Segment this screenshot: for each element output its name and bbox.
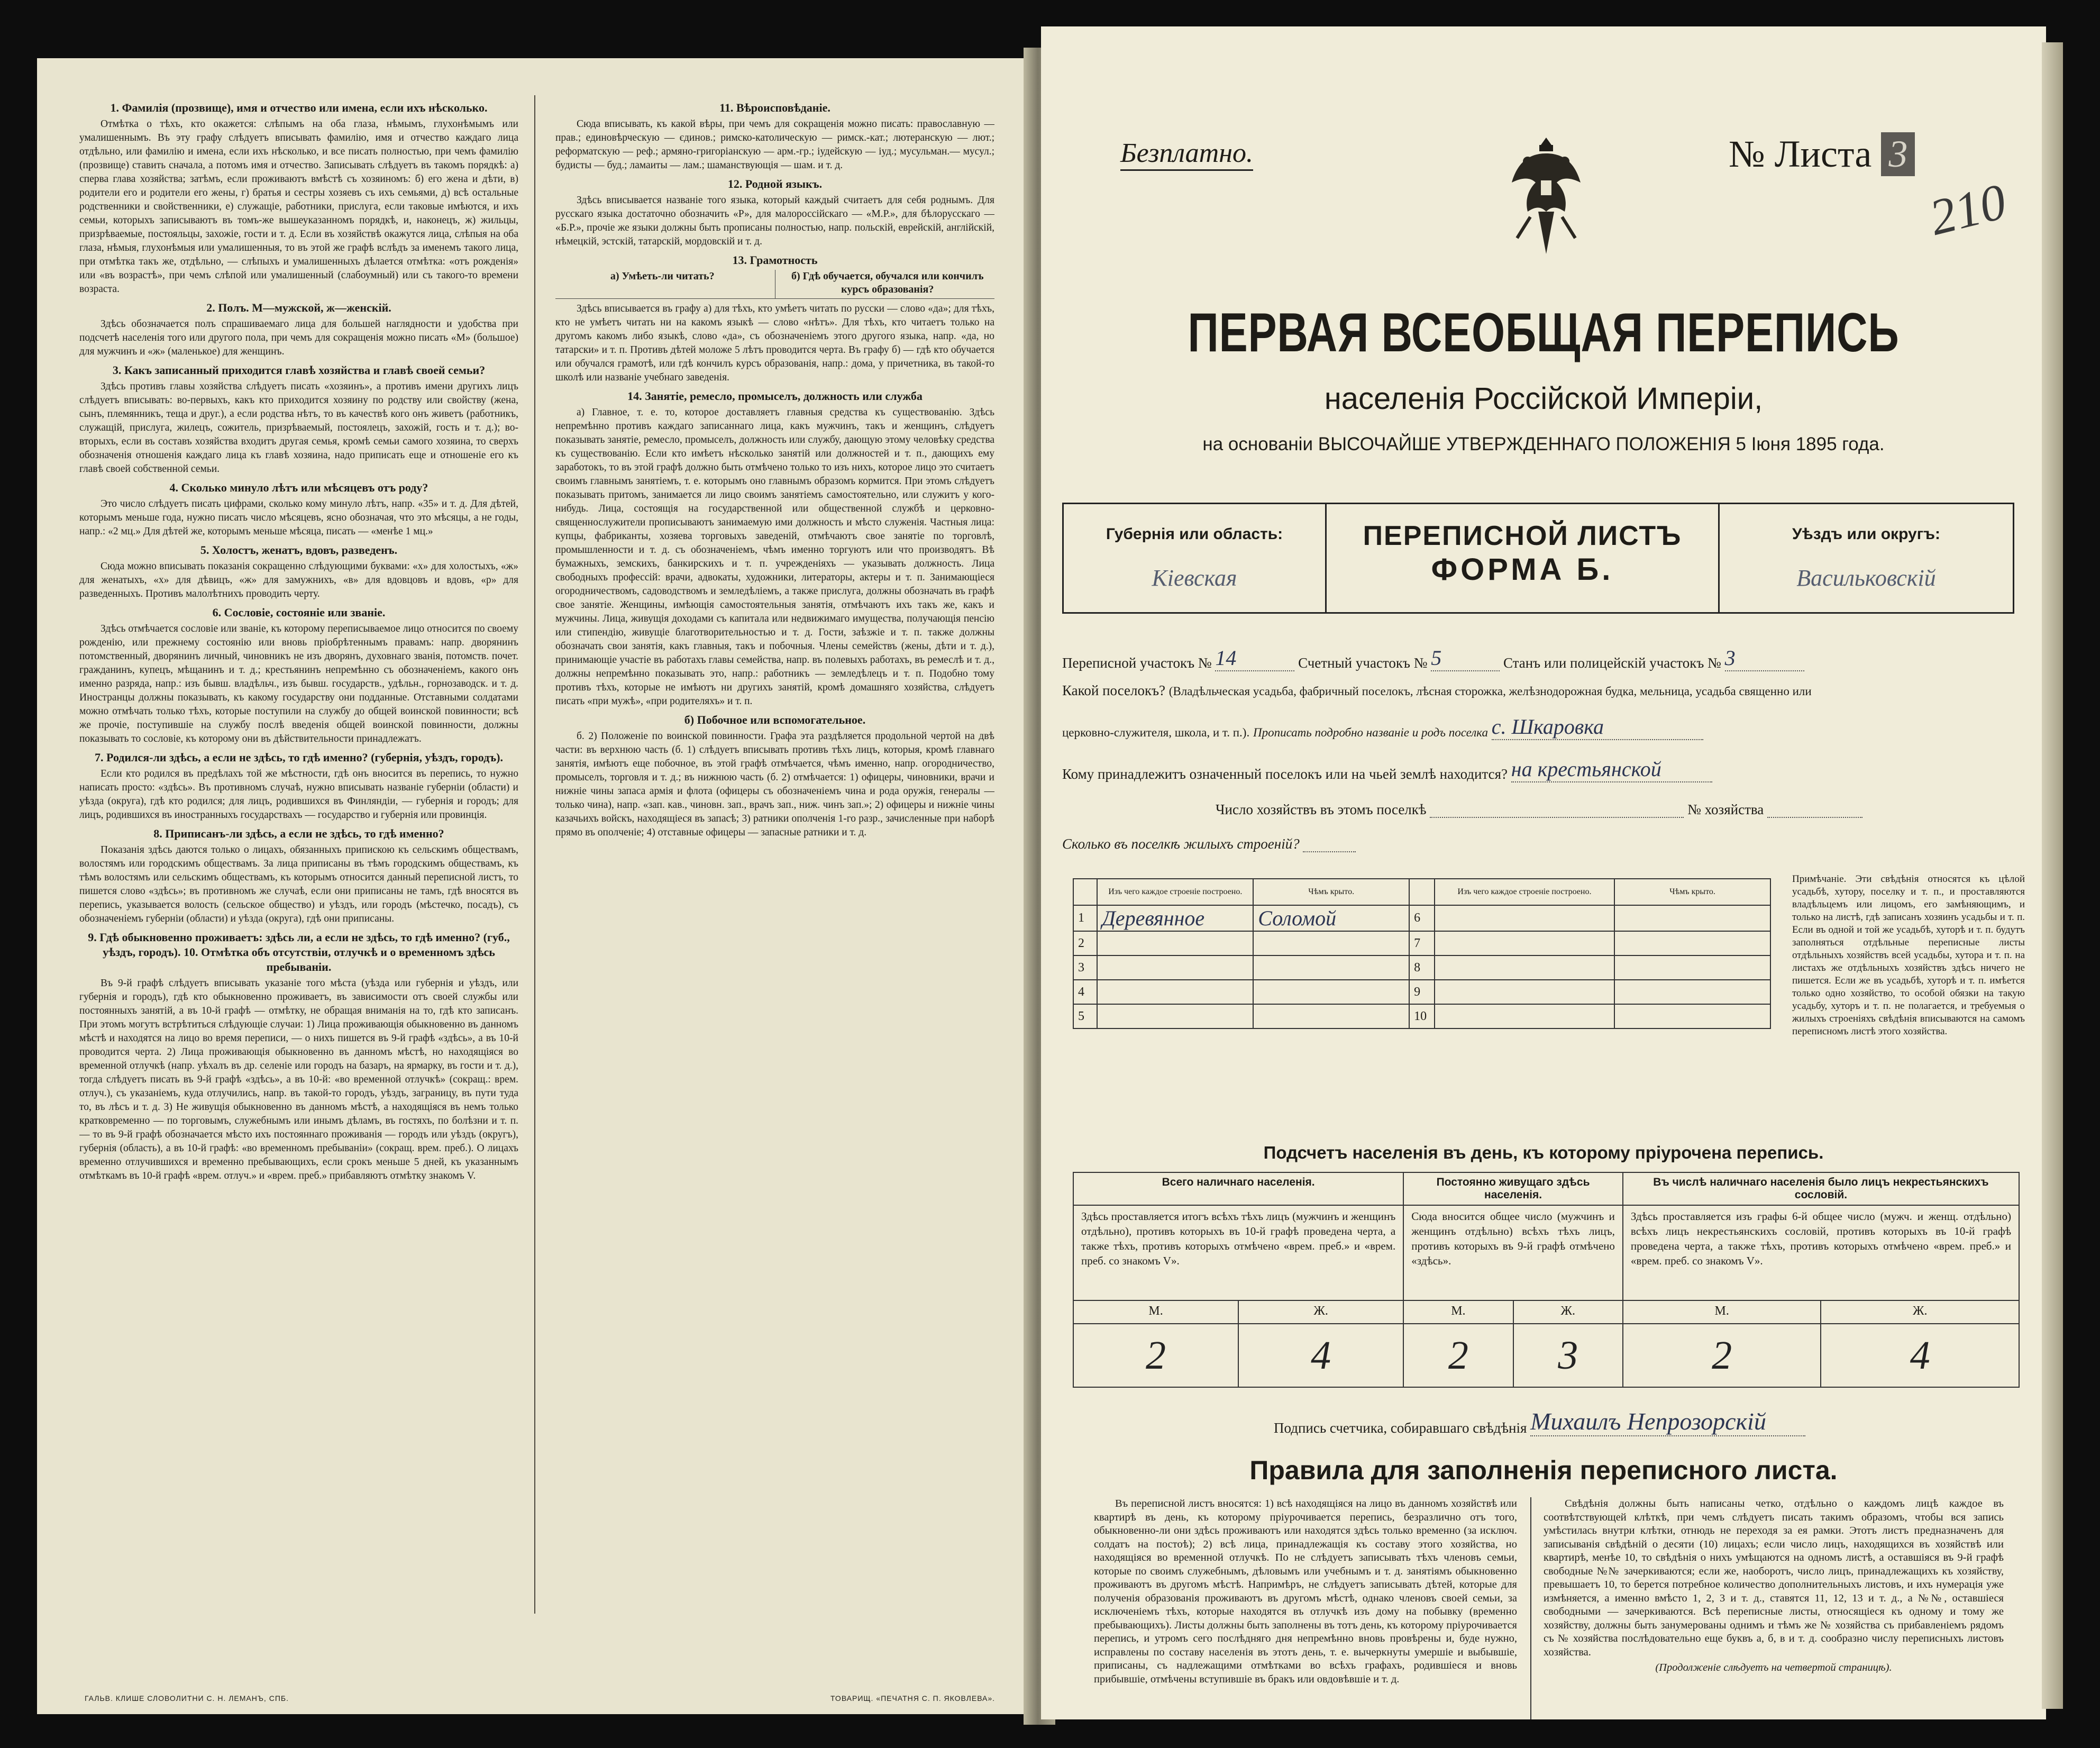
signature-value: Михаилъ Непрозорскій: [1530, 1407, 1805, 1436]
table-row: [1073, 955, 1770, 980]
instruction-body: Здѣсь обозначается полъ спрашиваемаго лица для большей наглядности и удобства при подсчетѣ населенія того или другого пола, при чемъ для сокращенія можно писать «М» (большое) для мужчинъ и «ж» (маленькое) для женщинъ.: [79, 318, 518, 357]
page-stack-edge: [2042, 42, 2063, 1709]
uezd-value: Васильковскій: [1796, 565, 1936, 591]
settlement-row: [1062, 682, 1812, 699]
form-title-box: [1327, 503, 1718, 614]
instruction-title: б) Побочное или вспомогательное.: [684, 713, 866, 726]
instruction-title: 9. Гдѣ обыкновенно проживаетъ: здѣсь ли, а если не здѣсь, то гдѣ именно? (губ., уѣздъ, городъ). 10. Отмѣтка объ отсутствіи, отлучкѣ и о временномъ здѣсь пребываніи.: [88, 931, 510, 973]
instruction-body: Если кто родился въ предѣлахъ той же мѣстности, гдѣ онъ вносится въ перепись, то нужно написать просто: «здѣсь». Въ противномъ случаѣ, нужно вписывать названіе губерніи (области) и уѣзда (округа), гдѣ кто родился; для лицъ, родившихся въ Финляндіи, — губернія и городъ; для лицъ, родившихся въ иностранныхъ государствахъ — государство и губернія или провинція.: [79, 768, 518, 821]
instruction-body: Здѣсь вписывается въ графу а) для тѣхъ, кто умѣетъ читать по русски — слово «да»; для тѣхъ, кто не умѣетъ читать ни на какомъ языкѣ — слово «нѣтъ». Для тѣхъ, кто читаетъ только на другомъ какомъ либо языкѣ, слово «да», съ обозначеніемъ этого другого языка, напр. «да, но татарски» и т. п. Противъ дѣтей моложе 5 лѣтъ проводится черта. Въ графу б) — гдѣ кто обучается или обучался грамотѣ, или гдѣ кончилъ курсъ образованія, напр.: дома, у причетника, въ такой-то школѣ или названіе учебнаго заведенія.: [555, 303, 994, 383]
buildings-note: Примѣчаніе. Эти свѣдѣнія относятся къ цѣлой усадьбѣ, хутору, поселку и т. п., и проставляются владѣльцемъ или лицомъ, его замѣняющимъ, и только на листѣ, гдѣ записанъ хозяинъ усадьбы и т. п. Если въ одной и той же усадьбѣ, хуторѣ и т. п. будутъ заполняться отдѣльные переписные листы отдѣльныхъ хозяйствъ всей усадьбы, хутора и т. п. на листахъ же отдѣльныхъ хозяйствъ здѣсь ничего не пишется. Если же въ усадьбѣ, хуторѣ и т. п. имѣется только одно хозяйство, то особой обязки на такую усадьбу, хуторъ и т. п. не полагается, и требуемыя о жилыхъ строеніяхъ свѣдѣнія вписываются на самомъ переписномъ листѣ этого хозяйства.: [1792, 873, 2025, 1037]
instruction-body: Здѣсь противъ главы хозяйства слѣдуетъ писать «хозяинъ», а противъ имени другихъ лицъ слѣдуетъ вписывать: во-первыхъ, какъ кто приходится хозяину по родству или свойству (жена, сынъ, племянникъ, теща и друг.), а если родства нѣтъ, то въ качествѣ кого онъ живетъ (работникъ, служащій, прислуга, жилецъ, сожитель, призрѣваемый, постоялецъ, захожій, гость и т. д.); во-вторыхъ, если въ составъ хозяйства входитъ другая семья, кромѣ семьи самого хозяина, то сверхъ обозначенія отношенія каждаго лица къ главѣ хозяина, надо приписать еще и отношеніе его къ главѣ своей собственной семьи.: [79, 381, 518, 475]
row-number: 2: [1073, 931, 1097, 955]
population-count-title: Подсчетъ населенія въ день, къ которому пріурочена перепись.: [1263, 1143, 1824, 1162]
instruction-title: 2. Полъ. М—мужской, ж—женскій.: [206, 301, 391, 314]
enumerator-signature-row: [1274, 1407, 1805, 1436]
permanent-population-header: Постоянно живущаго здѣсь населенія.: [1403, 1172, 1623, 1205]
female-label: Ж.: [1513, 1300, 1623, 1324]
roof-cell: Соломой: [1253, 905, 1409, 931]
rules-column-2-text: Свѣдѣнія должны быть написаны четко, отдѣльно о каждомъ лицѣ каждое въ соотвѣтствующей клѣткѣ, при чемъ слѣдуетъ писать такимъ образомъ, чтобы вся запись умѣстилась внутри клѣтки, отнюдь не переходя за ея рамки. Этотъ листъ предназначенъ для записыванія свѣдѣній о десяти (10) лицахъ; если число лицъ, находящихся въ хозяйствѣ или квартирѣ, менѣе 10, то свѣдѣнія о нихъ умѣщаются на одномъ листѣ, а оставшіяся въ 9-й графѣ свободные №№ зачеркиваются; если же, наоборотъ, число лицъ, принадлежащихъ къ хозяйству, превышаетъ 10, то берется потребное количество дополнительныхъ листовъ, и ихъ нумерація уже измѣняется, а именно вмѣсто 1, 2, 3 и т. д., ставятся 11, 12, 13 и т. д., а №№, оставшіеся свободными — зачеркиваются. Всѣ переписные листы, относящіеся къ одному и тому же хозяйству, должны быть занумерованы однимъ и тѣмъ же № хозяйства съ прибавленіемъ рядомъ съ № хозяйства послѣдовательно еще буквъ а, б, в и т. д. сообразно числу переписныхъ листовъ хозяйства.: [1544, 1498, 2004, 1658]
owner-label: Кому принадлежитъ означенный поселокъ или на чьей землѣ находится?: [1062, 766, 1508, 782]
households-row: [1216, 802, 1862, 818]
gubernia-value: Кіевская: [1152, 565, 1237, 591]
row-number: 4: [1073, 980, 1097, 1004]
table-row: [1073, 1004, 1770, 1028]
table-row: [1073, 905, 1770, 931]
instruction-body: Это число слѣдуетъ писать цифрами, сколько кому минуло лѣтъ, напр. «35» и т. д. Для дѣтей, которымъ меньше года, нужно писать число мѣсяцевъ, ясно обозначая, что это мѣсяцы, а не годы, напр.: «2 мц.» Для дѣтей же, которымъ меньше мѣсяца, писать — «менѣе 1 мц.»: [79, 498, 518, 537]
row-number: 7: [1409, 931, 1435, 955]
material-header: Изъ чего каждое строеніе построено.: [1435, 879, 1614, 905]
male-label: М.: [1623, 1300, 1821, 1324]
male-label: М.: [1073, 1300, 1238, 1324]
instruction-body: Въ 9-й графѣ слѣдуетъ вписывать указаніе того мѣста (уѣзда или губернія и уѣздъ, или губернія и городъ), гдѣ кто обыкновенно проживаетъ, въ зависимости отъ своей службы или постоянныхъ занятій, а въ 10-й графѣ — отмѣтку, не обращая вниманія на то, гдѣ кто записанъ. При этомъ могутъ встрѣтиться слѣдующіе случаи: 1) Лица проживающія обыкновенно въ данномъ мѣстѣ и находятся на лицо во время переписи, — о нихъ пишется въ 9-й графѣ «здѣсь», а въ 10-й проводится черта. 2) Лица проживающія обыкновенно въ данномъ мѣстѣ, но находящіяся во временной отлучкѣ (напр. уѣхалъ въ др. селеніе или городъ на базаръ, на ярмарку, въ гости и т. д.), тогда слѣдуетъ писать въ 9-й графѣ «здѣсь», а въ 10-й: «во временной отлучкѣ» (сокращ.: врем. отлуч.), съ указаніемъ, куда отлучились, напр. въ такой-то городъ, уѣздъ, заграницу, въ пути тудa то, въ лѣсъ и т. д. 3) Не живущія обыкновенно въ данномъ мѣстѣ, а находящіяся въ немъ только кратковременно — по торговымъ, служебнымъ или инымъ дѣламъ, въ гостяхъ, по болѣзни и т. п. — то въ 9-й графѣ обозначается мѣсто ихъ постояннаго проживанія — городъ или уѣздъ (округъ), губернія (область), а въ 10-й графѣ: «во временномъ пребываніи» (сокращ. врем. преб.). О лицахъ временно отлучившихся и временно пребывающихъ, если срокъ меньше 5 дней, къ указаннымъ отмѣткамъ въ 10-й графѣ «врем. отлуч.» и «врем. преб.» прибавляютъ отмѣтку знакомъ V.: [79, 978, 518, 1181]
row-number: 5: [1073, 1004, 1097, 1028]
instruction-title: 11. Вѣроисповѣданіе.: [719, 101, 830, 114]
rules-column-2: [1544, 1497, 2004, 1675]
permanent-female-count: 3: [1513, 1324, 1623, 1387]
literacy-subhead-b: б) Гдѣ обучается, обучался или кончилъ курсъ образованія?: [791, 270, 984, 295]
rules-title: Правила для заполненія переписного листа.: [1249, 1455, 1838, 1485]
form-title: ПЕРЕПИСНОЙ ЛИСТЪ: [1363, 521, 1682, 551]
row-number: 6: [1409, 905, 1435, 931]
roof-header: Чѣмъ крыто.: [1614, 879, 1770, 905]
instruction-9-10: [79, 930, 518, 1183]
census-precinct-label: Переписной участокъ №: [1062, 655, 1212, 671]
present-female-count: 4: [1238, 1324, 1403, 1387]
pencil-annotation: 210: [1924, 172, 2012, 246]
households-count-label: Число хозяйствъ въ этомъ поселкѣ: [1216, 802, 1427, 817]
free-label: Безплатно.: [1120, 138, 1254, 168]
census-title: ПЕРВАЯ ВСЕОБЩАЯ ПЕРЕПИСЬ: [1188, 302, 1900, 363]
female-label: Ж.: [1238, 1300, 1403, 1324]
instruction-13: [555, 253, 994, 385]
population-count-table: [1073, 1172, 2020, 1388]
instruction-8: [79, 826, 518, 926]
census-subtitle: населенія Россійской Имперіи,: [1324, 381, 1763, 416]
non-peasant-female-count: 4: [1821, 1324, 2019, 1387]
uezd-box: [1718, 503, 2014, 614]
present-population-desc: Здѣсь проставляется итогъ всѣхъ тѣхъ лицъ (мужчинъ и женщинъ отдѣльно), противъ которыхъ въ 10-й графѣ проведена черта, а также тѣхъ, противъ которыхъ отмѣчено «врем. преб.» и «врем. преб. со знакомъ V».: [1073, 1205, 1403, 1300]
precinct-row: [1062, 645, 1804, 671]
row-number: 9: [1409, 980, 1435, 1004]
instruction-2: [79, 301, 518, 359]
instruction-1: [79, 101, 518, 296]
present-population-header: Всего наличнаго населенія.: [1073, 1172, 1403, 1205]
instruction-body: б. 2) Положеніе по воинской повинности. Графа эта раздѣляется продольной чертой на двѣ части: въ верхнюю часть (б. 1) слѣдуетъ вписывать противъ тѣхъ лицъ, которыя, кромѣ главнаго занятія, имѣютъ еще побочное, въ этой графѣ отмѣчается, чѣмъ именно, напр. огородничество, промыселъ, торговля и т. д.; въ нижнюю часть (б. 2) отмѣчается: 1) офицеры, чиновники, врачи и нижніе чины запаса армія и флота (офицеры съ обозначеніемъ чина и рода оружія, генералы — только чина), напр. «зап. кав., чиновн. зап., врачъ зап., ниж. чинъ зап.»; 2) офицеры и нижніе чины казачьихъ войскъ, находящіеся въ запасѣ; 3) ратники ополченія 1-го разр., зачисленные при наборѣ прямо въ ополченіе; 4) отставные офицеры — запасные ратники и т. д.: [555, 731, 994, 838]
instruction-body: Сюда можно вписывать показанія сокращенно слѣдующими буквами: «х» для холостыхъ, «ж» для женатыхъ, «х» для дѣвицъ, «ж» для замужнихъ, «в» для вдовцовъ и вдовъ, «р» для разведенныхъ. Противъ малолѣтнихъ проводить черту.: [79, 561, 518, 599]
printer-imprint-left: ГАЛЬВ. КЛИШЕ СЛОВОЛИТНИ С. Н. ЛЕМАНЪ, СПБ.: [85, 1694, 289, 1703]
printer-imprint-right: ТОВАРИЩ. «ПЕЧАТНЯ С. П. ЯКОВЛЕВА».: [830, 1694, 996, 1703]
instruction-title: 3. Какъ записанный приходится главѣ хозяйства и главѣ своей семьи?: [112, 363, 486, 377]
household-number-label: № хозяйства: [1687, 802, 1764, 817]
counting-precinct-value: 5: [1431, 645, 1500, 671]
settlement-note-2: церковно-служителя, школа, и т. п.).: [1062, 726, 1250, 739]
instruction-3: [79, 363, 518, 476]
literacy-subhead-a: а) Умѣеть-ли читать?: [610, 270, 715, 282]
gubernia-box: [1062, 503, 1327, 614]
settlement-instruction: Прописать подробно названіе и родъ поселка: [1253, 726, 1488, 739]
settlement-note: (Владѣльческая усадьба, фабричный поселокъ, лѣсная сторожка, желѣзнодорожная будка, мельница, усадьба священно или: [1168, 685, 1812, 698]
signature-label: Подпись счетчика, собиравшаго свѣдѣнія: [1274, 1420, 1527, 1436]
instruction-body: Отмѣтка о тѣхъ, кто окажется: слѣпымъ на оба глаза, нѣмымъ, глухонѣмымъ или умалишеннымъ. Въ эту графу слѣдуетъ вписывать фамилію, имя и отчество каждаго лица отдѣльно, или фамилію и имена, если ихъ нѣсколько, и все писать полностью, при чемъ фамилію (прозвище) ставить сначала, а потомъ имя и отчество. Записывать слѣдуетъ въ такомъ порядкѣ: а) сперва глава хозяйства; затѣмъ, если проживаютъ вмѣстѣ съ хозяиномъ: б) его жена и дѣти, в) родители его и родители его жены, г) братья и сестры хозяевъ съ ихъ семьями, д) всѣ остальные родственники и свойственники, е) служащіе, работники, прислуга, если таковые имѣются, и ихъ семьи, которыхъ записываютъ въ томъ-же вышеуказанномъ порядкѣ, и, наконецъ, ж) жильцы, призрѣваемые, постояльцы, захожіе, гости и т. д. Если въ хозяйствѣ окажутся лица, слѣпыя на оба глаза, нѣмыя, глухонѣмыя или умалишенныя, то въ этой же графѣ вслѣдъ за именемъ такого лица, при отмѣтка такъ же, отдѣльно, — слѣпыхъ и умалишенныхъ дѣлается отмѣтка: «отъ рожденія» или «въ возрастѣ», при чемъ слѣпой или умалишенный (слабоумный) или съ такого-то времени возраста.: [79, 119, 518, 295]
rules-divider: [1530, 1497, 1531, 1719]
instruction-title: 6. Сословіе, состояніе или званіе.: [212, 606, 386, 619]
rules-column-1: Въ переписной листъ вносятся: 1) всѣ находящіяся на лицо въ данномъ хозяйствѣ или квартирѣ въ день, къ которому пріурочивается перепись, безразлично отъ того, обыкновенно-ли они здѣсь проживаютъ или находятся здѣсь только временно (за исключ. солдатъ на постоѣ); 2) всѣ лица, принадлежащія къ составу этого хозяйства, но находящіяся во временной отлучкѣ. По не слѣдуетъ записывать тѣхъ членовъ семьи, которые по своимъ служебнымъ, дѣловымъ или учебнымъ и т. д. занятіямъ обыкновенно проживаютъ въ другомъ мѣстѣ. Напримѣръ, не слѣдуетъ записывать дѣтей, которые для полученія образованія проживаютъ въ другомъ мѣстѣ, однако членовъ своей семьи, за исключеніемъ тѣхъ, которые находятся въ отлучкѣ изъ дому на побывку (временно пребывающихъ). Листы должны быть заполнены въ тотъ день, къ которому пріурочивается перепись, и утромъ сего послѣдняго дня непремѣнно вновь провѣрены и, буде нужно, исправлены по составу населенія въ этотъ день, т. е. вычеркнуты умершіе и выбывшіе, приписаны, съ надлежащими отмѣтками во всѣхъ графахъ, родившіеся и вновь прибывшіе, отмѣчены вступившіе въ бракъ или овдовѣвшіе и т. д.: [1094, 1498, 1517, 1685]
table-header-row: [1073, 879, 1770, 905]
counting-precinct-label: Счетный участокъ №: [1298, 655, 1428, 671]
instruction-title: 5. Холостъ, женатъ, вдовъ, разведенъ.: [200, 543, 398, 557]
settlement-value: с. Шкаровка: [1492, 714, 1703, 740]
non-peasant-male-count: 2: [1623, 1324, 1821, 1387]
instruction-4: [79, 480, 518, 539]
instruction-body: Сюда вписывать, къ какой вѣры, при чемъ для сокращенія можно писать: православную — прав.; единовѣрческую — єдинов.; римско-католическую — римск.-кат.; лютеранскую — лют.; реформатскую — реф.; армяно-григоріанскую — арм.-гр.; іудейскую — іуд.; мусульман.— мусул.; будисты — буд.; ламаиты — лам.; шаманствующія — шам. и т. д.: [555, 119, 994, 171]
instruction-body: а) Главное, т. е. то, которое доставляетъ главныя средства къ существованію. Здѣсь непремѣнно противъ каждаго записаннаго лица, какъ мужчинъ, такъ и женщинъ, слѣдуетъ показывать занятіе, ремесло, промыселъ, должность или службу, дающую этому человѣку средства къ существованію. Если кто имѣетъ нѣсколько занятій или должностей и т. п., дающихъ ему заработокъ, то въ этой графѣ должно быть отмѣчено только то изъ нихъ, которое лицо это считаетъ своимъ главнымъ занятіемъ, т. е. которымъ оно главнымъ образомъ кормится. При этомъ слѣдуетъ показывать притомъ, занимается ли лицо своимъ занятіемъ самостоятельно, или служитъ у кого-нибудь. Лица, состоящія на государственной или общественной службѣ и церковно-священнослужители прописываютъ занимаемую ими должность и мѣсто служенія. Частныя лица: купцы, фабриканты, хозяева торговыхъ заведеній, отмѣчаютъ свое занятіе по торговлѣ, промышленности и т. д. съ обозначеніемъ, чѣмъ именно торгуютъ или что производятъ. Вѣ бумажныхъ, земскихъ, банкирскихъ и т. п. учрежденіяхъ — указывать должность. Лица свободныхъ профессій: врачи, адвокаты, художники, литераторы, актеры и т. п. Занимающіеся огородничествомъ, садоводствомъ и земледѣліемъ, а также прислуга, должны обозначать въ графѣ свое занятіе. Женщины, имѣющія самостоятельныя занятія, отмѣчаютъ ихъ такъ же, какъ и мужчины. Лица, живущія доходами съ капитала или недвижимаго имущества, получающія пенсію или стипендію, живущіе благотворительностью и т. д. Гости, заѣзжіе и т. п. также должны обозначать свои занятія, какъ главныя, такъ и побочныя. Члены семействъ (жены, дѣти и т. д.), принимающіе участіе въ работахъ главы семейства, напр. въ полевыхъ работахъ, въ ремеслѣ и т. д., должны непремѣнно показывать это, напр.: работникъ — земледѣлецъ и т. п. Подобно тому противъ тѣхъ, которые не имѣютъ ни другихъ занятій, кромѣ домашняго хозяйства, слѣдуетъ писать «при мужѣ», «при родителяхъ» и т. п.: [555, 407, 994, 707]
instruction-title: 7. Родился-ли здѣсь, а если не здѣсь, то гдѣ именно? (губернія, уѣздъ, городъ).: [95, 751, 503, 764]
row-number: 10: [1409, 1004, 1435, 1028]
instruction-7: [79, 750, 518, 822]
male-label: М.: [1403, 1300, 1513, 1324]
instruction-body: Здѣсь вписывается названіе того языка, который каждый считаетъ для себя роднымъ. Для русскаго языка достаточно обозначить «Р», для малороссійскаго — «М.Р.», для бѣлорусскаго — «Б.Р.», прочіе же языки должны быть прописаны полностью, напр. польскій, еврейскій, англійскій, нѣмецкій, эстскій, татарскій, мордовскій и т. д.: [555, 195, 994, 247]
row-number: 1: [1073, 905, 1097, 931]
census-decree-line: на основаніи ВЫСОЧАЙШЕ УТВЕРЖДЕННАГО ПОЛОЖЕНІЯ 5 Іюня 1895 года.: [1202, 434, 1885, 454]
uezd-label: Уѣздъ или округъ:: [1792, 525, 1941, 543]
police-precinct-value: 3: [1725, 645, 1804, 671]
instruction-12: [555, 177, 994, 249]
instruction-title: 12. Родной языкъ.: [727, 177, 823, 190]
rules-continued: (Продолженіе слѣдуетъ на четвертой страницѣ).: [1655, 1662, 1892, 1673]
instruction-14: [555, 389, 994, 708]
buildings-table: [1073, 878, 1771, 1029]
material-cell: Деревянное: [1097, 905, 1253, 931]
instruction-title: 14. Занятіе, ремесло, промыселъ, должность или служба: [627, 389, 923, 403]
instruction-title: 8. Приписанъ-ли здѣсь, а если не здѣсь, то гдѣ именно?: [153, 827, 444, 840]
row-number: 8: [1409, 955, 1435, 980]
instructions-column-1: [79, 101, 518, 1629]
roof-header: Чѣмъ крыто.: [1253, 879, 1409, 905]
police-precinct-label: Станъ или полицейскій участокъ №: [1503, 655, 1721, 671]
owner-value: на крестьянской: [1511, 757, 1712, 782]
sheet-number: [1729, 132, 1915, 176]
sheet-number-label: № Листа: [1729, 133, 1872, 175]
instruction-6: [79, 605, 518, 746]
permanent-male-count: 2: [1403, 1324, 1513, 1387]
settlement-label: Какой поселокъ?: [1062, 682, 1166, 698]
right-page: [1041, 26, 2046, 1719]
instructions-column-2: [555, 101, 994, 1629]
instruction-14b: [555, 713, 994, 840]
settlement-row-2: [1062, 714, 1703, 740]
instruction-body: Показанія здѣсь даются только о лицахъ, обязанныхъ припискою къ сельскимъ обществамъ, волостямъ или городскимъ обществамъ. За лица приписаны въ тѣмъ городскимъ обществамъ, къ тѣмъ волостямъ или сельскимъ обществамъ, къ которымъ относится данный переписной листъ, то пишется слово «здѣсь»; въ противномъ же случаѣ, если они приписаны не тамъ, гдѣ вносятся въ перепись, указывается волость (сельское общество) и уѣздъ, или городъ (мѣстечко, посадъ), съ обозначеніемъ губерніи (области) и уѣзда (округа), гдѣ они приписаны.: [79, 844, 518, 924]
non-peasant-header: Въ числѣ наличнаго населенія было лицъ некрестьянскихъ сословій.: [1623, 1172, 2019, 1205]
form-type: ФОРМА Б.: [1431, 552, 1614, 587]
literacy-subheads: [555, 270, 994, 299]
instruction-11: [555, 101, 994, 172]
instruction-title: 4. Сколько минуло лѣтъ или мѣсяцевъ отъ роду?: [169, 481, 428, 494]
instruction-body: Здѣсь отмѣчается сословіе или званіе, къ которому переписываемое лицо относится по своему рожденію, или прежнему состоянію или вновь пріобрѣтеннымъ правамъ: напр. дворянинъ потомственный, дворянинъ личный, чиновникъ не изъ дворянъ, духовнаго званія, потомств. почет. гражданинъ, купецъ, мѣщанинъ и т. д.; крестьянинъ непремѣнно съ обозначеніемъ, какого онъ именно разряда, напр.: изъ бывш. владѣльч., изъ бывш. государств., удѣльн., горнозаводск. и т. д. Иностранцы должны показывать, къ какому государству они подданные. Отставными солдатами можно отмѣчать только тѣхъ, которые поступили на службу до общей воинской повинности; всѣ же прочіе, поступившіе на службу послѣ введенія общей воинской повинности, должны показывать то сословіе, къ которому они въ дѣйствительности принадлежатъ.: [79, 623, 518, 744]
gubernia-label: Губернія или область:: [1106, 525, 1283, 543]
female-label: Ж.: [1821, 1300, 2019, 1324]
sheet-number-value: 3: [1881, 132, 1915, 176]
non-peasant-desc: Здѣсь проставляется изъ графы 6-й общее число (мужч. и женщ. отдѣльно) всѣхъ лицъ некрестьянскихъ сословій, противъ которыхъ въ 10-й графѣ проведена черта, а также тѣхъ, противъ которыхъ отмѣчено «врем. преб.» и «врем. преб. со знакомъ V».: [1623, 1205, 2019, 1300]
instruction-5: [79, 543, 518, 601]
instruction-title: 1. Фамилія (прозвище), имя и отчество или имена, если ихъ нѣсколько.: [110, 101, 488, 114]
instruction-title: 13. Грамотность: [732, 253, 818, 267]
permanent-population-desc: Сюда вносится общее число (мужчинъ и женщинъ отдѣльно) всѣхъ тѣхъ лицъ, противъ которыхъ въ 9-й графѣ отмѣчено «здѣсь».: [1403, 1205, 1623, 1300]
table-row: [1073, 980, 1770, 1004]
double-headed-eagle-emblem: [1506, 132, 1586, 259]
table-row: [1073, 931, 1770, 955]
left-page: [37, 58, 1031, 1714]
buildings-count-label: Сколько въ поселкѣ жилыхъ строеній?: [1062, 836, 1300, 852]
row-number: 3: [1073, 955, 1097, 980]
material-header: Изъ чего каждое строеніе построено.: [1097, 879, 1253, 905]
owner-row: [1062, 757, 1712, 782]
column-divider: [534, 95, 535, 1614]
present-male-count: 2: [1073, 1324, 1238, 1387]
buildings-row: [1062, 836, 1356, 852]
census-precinct-value: 14: [1215, 645, 1294, 671]
